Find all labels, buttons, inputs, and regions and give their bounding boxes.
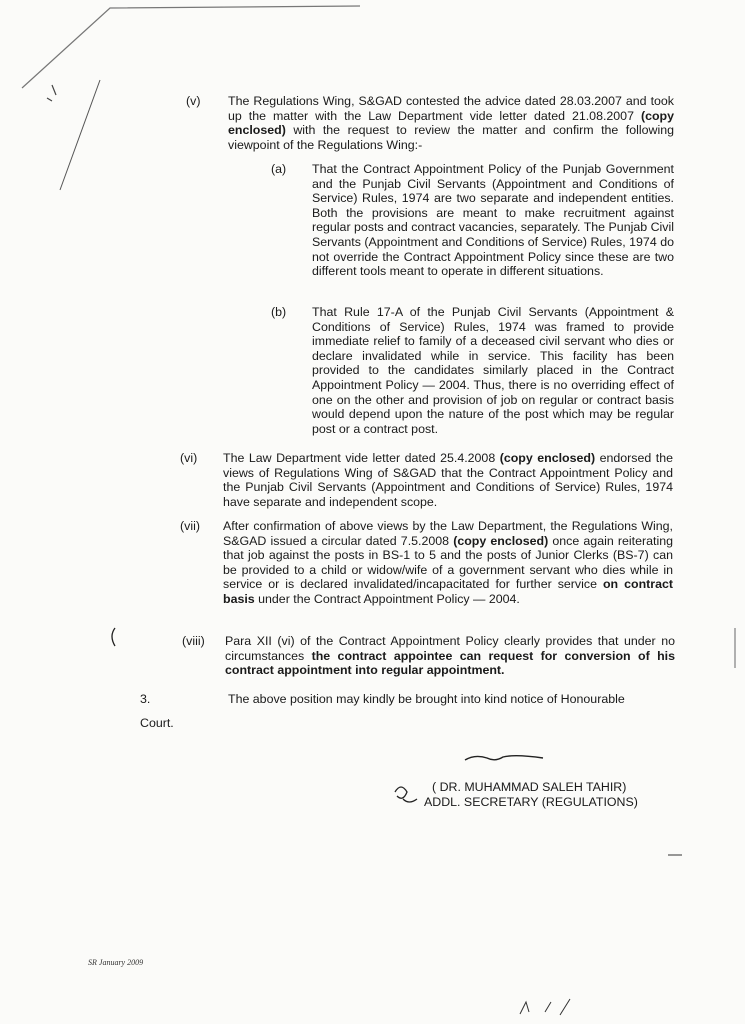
paragraph-viii: Para XII (vi) of the Contract Appointment Policy clearly provides that under no circumstances the contract appointee can request for conversion of his contract appointment into regular appointment.	[225, 634, 675, 678]
footer-note: SR January 2009	[88, 958, 144, 967]
item-number: (vii)	[180, 519, 200, 533]
paragraph-b: That Rule 17-A of the Punjab Civil Servants (Appointment & Conditions of Service) Rules, 1974 was framed to provide immediate relief to family of a deceased civil servant who dies or declare invalidated while in service. This facility has been provided to the candidates similarly placed in the Contract Appointment Policy — 2004. Thus, there is no overriding effect of one on the other and provision of job on regular or contract basis would depend upon the nature of the post which may be regular post or a contract post.	[312, 305, 674, 436]
item-number: (a)	[271, 162, 287, 176]
paragraph-a: That the Contract Appointment Policy of the Punjab Government and the Punjab Civil Servants (Appointment and Conditions of Service) Rules, 1974 are two separate and independent entities. Both the provisions are meant to make recruitment against regular posts and contract vacancies, separately. The Punjab Civil Servants (Appointment and Conditions of Service) Rules, 1974 do not override the Contract Appointment Policy since these are two different tools meant to operate in different situations.	[312, 162, 674, 279]
signatory-name: ( DR. MUHAMMAD SALEH TAHIR)	[432, 780, 627, 794]
paragraph-vii: After confirmation of above views by the Law Department, the Regulations Wing, S&GAD issued a circular dated 7.5.2008 (copy enclosed) once again reiterating that job against the posts in BS-1 to 5 and the posts of Junior Clerks (BS-7) can be provided to a child or widow/wife of a government servant who dies while in service or is declared invalidated/incapacitated for further service on contract basis under the Contract Appointment Policy — 2004.	[223, 519, 673, 606]
item-number: (v)	[186, 94, 201, 108]
closing-paragraph-end: Court.	[140, 716, 174, 730]
item-number: (vi)	[180, 451, 198, 465]
item-number: (viii)	[182, 634, 205, 648]
item-number: (b)	[271, 305, 287, 319]
closing-paragraph: The above position may kindly be brought into kind notice of Honourable	[228, 692, 625, 706]
closing-number: 3.	[140, 692, 151, 706]
paragraph-vi: The Law Department vide letter dated 25.4.2008 (copy enclosed) endorsed the views of Regulations Wing of S&GAD that the Contract Appointment Policy and the Punjab Civil Servants (Appointment and Conditions of Service) Rules, 1974 have separate and independent scope.	[223, 451, 673, 509]
paragraph-v: The Regulations Wing, S&GAD contested the advice dated 28.03.2007 and took up the matter with the Law Department vide letter dated 21.08.2007 (copy enclosed) with the request to review the matter and confirm the following viewpoint of the Regulations Wing:-	[228, 94, 674, 152]
signatory-title: ADDL. SECRETARY (REGULATIONS)	[424, 795, 638, 809]
